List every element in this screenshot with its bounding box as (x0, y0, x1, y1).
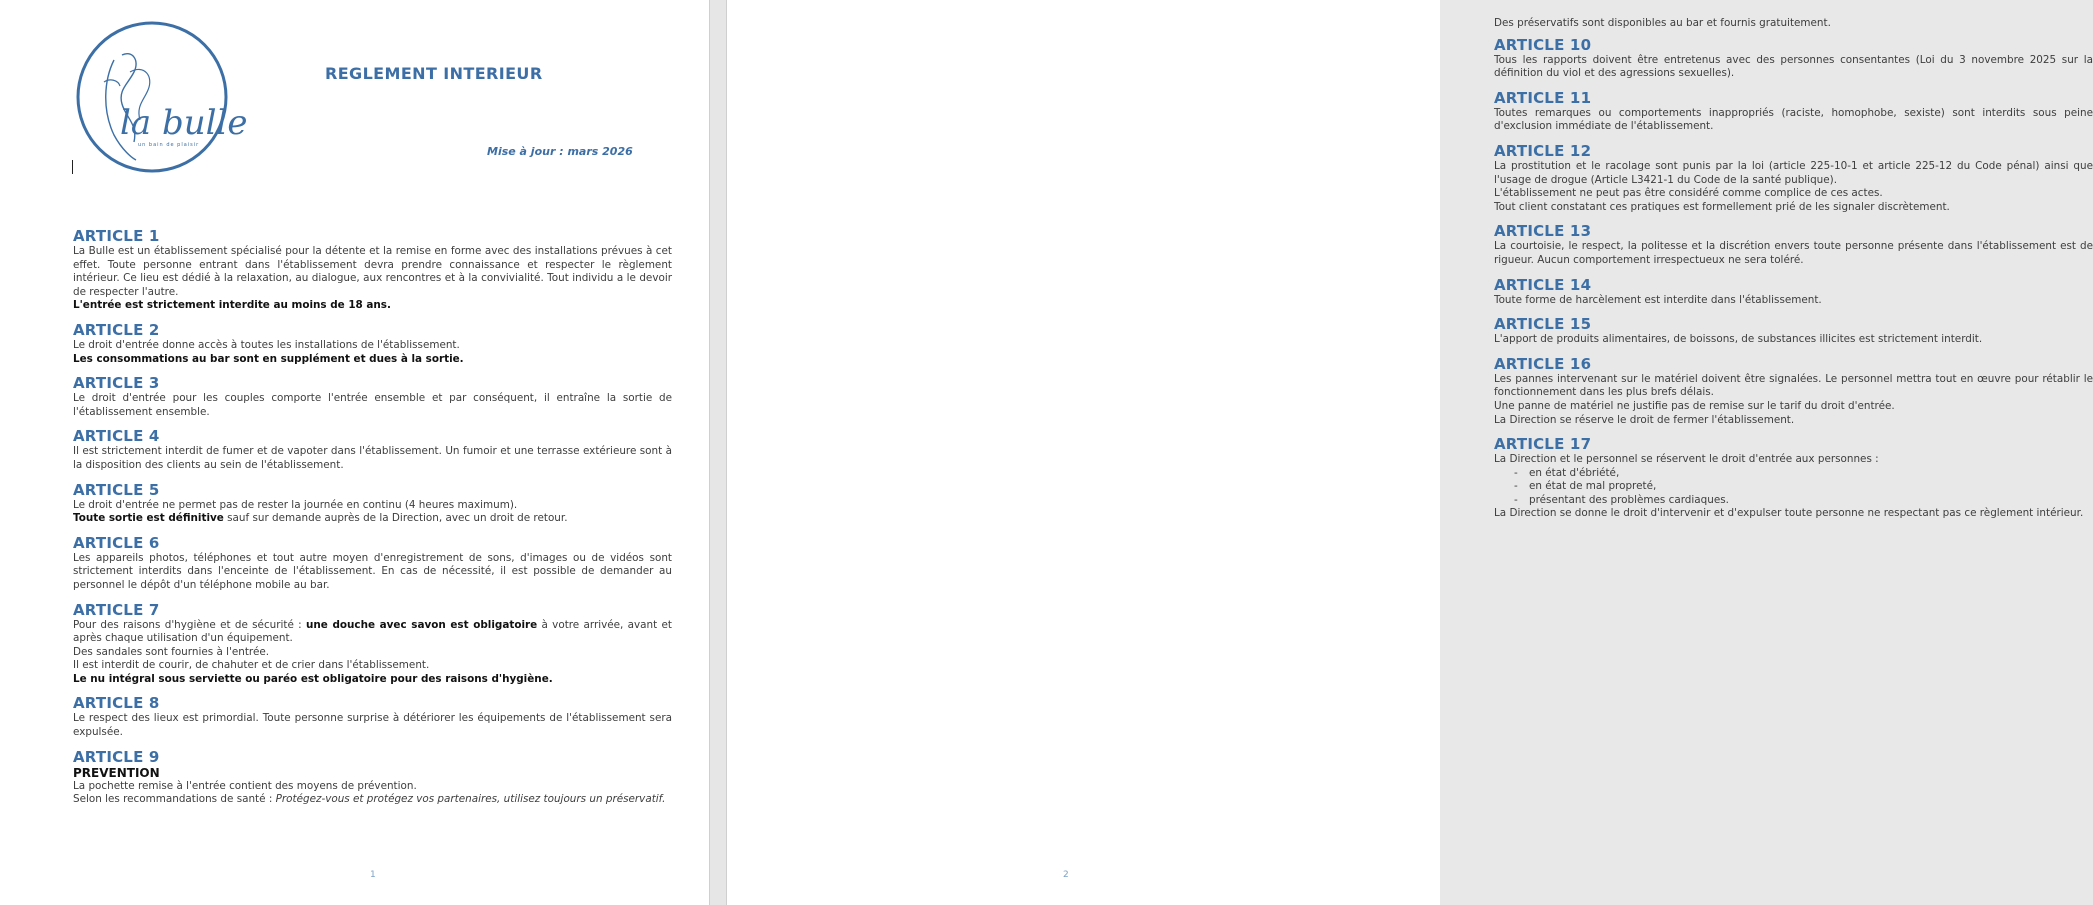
page-1-body (73, 228, 672, 816)
text-cursor (72, 160, 73, 174)
article-title: ARTICLE 13 (1494, 222, 1592, 241)
article-line: Des sandales sont fournies à l'entrée. (73, 645, 270, 658)
article-bold-lead: Toute sortie est définitive (73, 512, 224, 525)
page-number: 2 (1063, 870, 1069, 880)
article-line: La pochette remise à l'entrée contient des moyens de prévention. (73, 779, 417, 792)
article-line: Il est interdit de courir, de chahuter et de crier dans l'établissement. (73, 659, 430, 672)
list-item: - présentant des problèmes cardiaques. (1494, 494, 2093, 508)
article-title: ARTICLE 10 (1494, 35, 1592, 54)
article-text: Tous les rapports doivent être entretenus avec des personnes consentantes (Loi du 3 novembre 2025 sur la définition du viol et des agressions sexuelles). (1494, 53, 2093, 80)
article-1 (73, 228, 672, 313)
article-text: La courtoisie, le respect, la politesse et la discrétion envers toute personne présente dans l'établissement est de rigueur. Aucun comportement irrespectueux ne sera toléré. (1494, 240, 2093, 266)
article-lead-tail: à votre arrivée, avant et après chaque utilisation d'un équipement. (73, 618, 672, 645)
article-text: La Direction et le personnel se réservent le droit d'entrée aux personnes : (1494, 453, 1879, 466)
condition-list (1494, 467, 2093, 508)
article-2 (73, 322, 672, 366)
document-title: REGLEMENT INTERIEUR (325, 64, 543, 83)
article-bold-text: Le nu intégral sous serviette ou paréo est obligatoire pour des raisons d'hygiène. (73, 672, 553, 685)
article-lead: Selon les recommandations de santé : (73, 793, 276, 806)
article-14 (1494, 277, 2093, 308)
list-item: - en état d'ébriété, (1494, 467, 2093, 481)
article-17 (1494, 436, 2093, 521)
article-12 (1494, 143, 2093, 214)
article-lead-bold: une douche avec savon est obligatoire (305, 618, 538, 631)
page-2-body (1494, 17, 2093, 530)
article-title: ARTICLE 9 (73, 747, 160, 766)
article-title: ARTICLE 7 (73, 600, 160, 619)
article-lead: Pour des raisons d'hygiène et de sécurité : (73, 618, 306, 631)
article-bold-text: L'entrée est strictement interdite au moins de 18 ans. (73, 299, 391, 312)
article-text: Le droit d'entrée donne accès à toutes les installations de l'établissement. (73, 338, 460, 351)
article-5 (73, 482, 672, 526)
article-7 (73, 602, 672, 687)
article-text: La prostitution et le racolage sont punis par la loi (article 225-10-1 et article 225-12 du Code pénal) ainsi que l'usage de drogue (Article L3421-1 du Code de la santé publique). (1494, 159, 2093, 186)
article-line: Tout client constatant ces pratiques est formellement prié de les signaler discrètement. (1494, 200, 1950, 213)
continuation-text: Des préservatifs sont disponibles au bar et fournis gratuitement. (1494, 17, 1831, 29)
article-text: Le respect des lieux est primordial. Toute personne surprise à détériorer les équipements de l'établissement sera expulsée. (73, 712, 672, 739)
article-title: ARTICLE 11 (1494, 88, 1592, 107)
article-text: Les pannes intervenant sur le matériel doivent être signalées. Le personnel mettra tout en œuvre pour rétablir le fonctionnement dans les plus brefs délais. (1494, 372, 2093, 399)
page-number: 1 (370, 870, 376, 880)
article-10 (1494, 37, 2093, 81)
article-italic: Protégez-vous et protégez vos partenaires, utilisez toujours un préservatif. (275, 793, 666, 806)
article-title: ARTICLE 1 (73, 227, 160, 245)
article-title: ARTICLE 12 (1494, 141, 1592, 160)
article-line: L'établissement ne peut pas être considéré comme complice de ces actes. (1494, 187, 1883, 200)
article-4 (73, 428, 672, 472)
article-title: ARTICLE 4 (73, 427, 160, 446)
article-closing: La Direction se donne le droit d'intervenir et d'expulser toute personne ne respectant pas ce règlement intérieur. (1494, 507, 2084, 520)
article-text-mixed (73, 619, 672, 646)
continuation (1494, 17, 2093, 31)
article-title: ARTICLE 15 (1494, 315, 1592, 334)
document-page-2 (727, 0, 2093, 905)
article-text-mixed (73, 512, 672, 526)
article-text: L'apport de produits alimentaires, de boissons, de substances illicites est strictement interdit. (1494, 333, 1983, 346)
article-text: Les appareils photos, téléphones et tout autre moyen d'enregistrement de sons, d'images ou de vidéos sont strictement interdits dans l'enceinte de l'établissement. En cas de nécessité, il est possible de demander au personnel le dépôt d'un téléphone mobile au bar. (73, 551, 672, 591)
article-subtitle: PREVENTION (73, 765, 160, 780)
article-title: ARTICLE 16 (1494, 354, 1592, 373)
article-title: ARTICLE 5 (73, 480, 160, 499)
article-text: La Bulle est un établissement spécialisé pour la détente et la remise en forme avec des installations prévues à cet effet. Toute personne entrant dans l'établissement devra prendre connaissance et respecter le règlement intérieur. Ce lieu est dédié à la relaxation, au dialogue, aux rencontres et à la convivialité. Tout individu a le devoir de respecter l'autre. (73, 245, 672, 298)
article-title: ARTICLE 17 (1494, 435, 1592, 454)
article-6 (73, 535, 672, 593)
article-9 (73, 749, 672, 807)
article-16 (1494, 356, 2093, 427)
article-title: ARTICLE 2 (73, 320, 160, 339)
article-title: ARTICLE 8 (73, 694, 160, 713)
article-text: Toutes remarques ou comportements inappropriés (raciste, homophobe, sexiste) sont interdits sous peine d'exclusion immédiate de l'établissement. (1494, 106, 2093, 133)
article-text: Le droit d'entrée pour les couples comporte l'entrée ensemble et par conséquent, il entraîne la sortie de l'établissement ensemble. (73, 392, 672, 418)
article-text-mixed (73, 793, 672, 807)
article-title: ARTICLE 6 (73, 533, 160, 552)
article-text: Il est strictement interdit de fumer et de vapoter dans l'établissement. Un fumoir et une terrasse extérieure sont à la disposition des clients au sein de l'établissement. (73, 445, 672, 471)
svg-text:un bain de plaisir: un bain de plaisir (138, 142, 200, 148)
la-bulle-logo (74, 20, 248, 174)
list-item: - en état de mal propreté, (1494, 480, 2093, 494)
article-15 (1494, 316, 2093, 347)
document-page-1 (0, 0, 709, 905)
article-11 (1494, 90, 2093, 134)
article-13 (1494, 223, 2093, 267)
article-text: Le droit d'entrée ne permet pas de rester la journée en continu (4 heures maximum). (73, 498, 518, 511)
article-tail: sauf sur demande auprès de la Direction, avec un droit de retour. (223, 512, 568, 525)
article-title: ARTICLE 14 (1494, 275, 1592, 294)
article-line: La Direction se réserve le droit de fermer l'établissement. (1494, 413, 1795, 426)
page-gutter (709, 0, 727, 905)
article-line: Une panne de matériel ne justifie pas de remise sur le tarif du droit d'entrée. (1494, 399, 1895, 412)
update-date: Mise à jour : mars 2026 (487, 145, 633, 158)
article-3 (73, 375, 672, 419)
article-text: Toute forme de harcèlement est interdite dans l'établissement. (1494, 293, 1822, 306)
article-8 (73, 695, 672, 739)
svg-text:la bulle: la bulle (120, 103, 248, 143)
article-title: ARTICLE 3 (73, 374, 160, 393)
article-bold-text: Les consommations au bar sont en supplément et dues à la sortie. (73, 352, 464, 365)
